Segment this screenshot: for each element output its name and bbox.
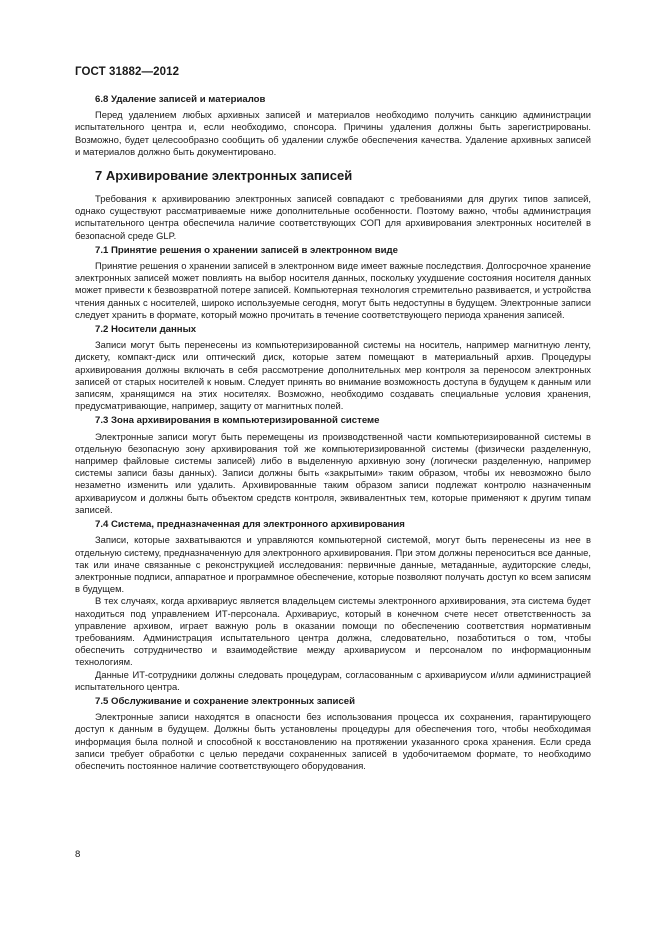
document-body	[75, 92, 591, 772]
section-7-4-paragraph-1: Записи, которые захватываются и управляются компьютерной системой, могут быть перенесены из нее в отдельную систему, предназначенную для электронного архивирования. При этом должны переноситься все данные, так или иначе связанные с реконструкцией исследования: первичные данные, метаданные, аудиторские следы, электронные подписи, аппаратное и программное обеспечение, которые позволяют получать доступ ко всем записям в будущем.	[75, 534, 591, 595]
section-7-3-heading: 7.3 Зона архивирования в компьютеризированной системе	[95, 415, 380, 427]
section-7-2-paragraph: Записи могут быть перенесены из компьютеризированной системы на носитель, например магнитную ленту, дискету, компакт-диск или оптический диск, которые затем помещают в материальный архив. Процедуры архивирования должны включать в себя рассмотрение дополнительных мер контроля за переносом электронных записей от старых носителей к новым. Следует принять во внимание возможность доступа в будущем к данным или записям, хранящимся на этих носителях. Возможно, необходимо создавать специальные условия хранения, предусматривающие, например, защиту от магнитных полей.	[75, 339, 591, 412]
section-7-3-paragraph: Электронные записи могут быть перемещены из производственной части компьютеризированной системы в отдельную безопасную зону архивирования той же компьютеризированной системы (физически разделенную, например файловые системы записей) либо в выделенную архивную зону (логически разделенную, например системы записи базы данных). Записи должны быть «закрытыми» таким образом, чтобы их невозможно было незаметно изменить или удалить. Архивированные таким образом записи подлежат контролю назначенным архивариусом и должны быть объектом средств контроля, эквивалентных тем, которые применяют к другим типам записей.	[75, 430, 591, 515]
section-7-4-paragraph-2: В тех случаях, когда архивариус является владельцем системы электронного архивирования, эта система будет находиться под управлением ИТ-персонала. Архивариус, который в конечном счете несет ответственность за управление архивом, играет важную роль в оказании помощи по обеспечению соответствия нормативным требованиям. Администрация испытательного центра должна, следовательно, позаботиться о том, чтобы обеспечить сотрудничество и взаимодействие между архивариусом и персоналом по информационным технологиям.	[75, 595, 591, 668]
section-6-8-heading: 6.8 Удаление записей и материалов	[95, 94, 266, 105]
section-7-2-heading: 7.2 Носители данных	[95, 324, 197, 336]
document-header: ГОСТ 31882—2012	[75, 66, 180, 78]
section-7-paragraph: Требования к архивированию электронных записей совпадают с требованиями для других типов записей, однако существуют рассматриваемые ниже дополнительные особенности. Поэтому важно, чтобы администрация испытательного центра обеспечила наличие соответствующих СОП для архивирования электронных носителей в безопасной среде GLP.	[75, 193, 591, 241]
section-6-8-paragraph: Перед удалением любых архивных записей и материалов необходимо получить санкцию администрации испытательного центра и, если необходимо, спонсора. Причины удаления должны быть зарегистрированы. Возможно, будет целесообразно сообщить об удалении службе обеспечения качества. Удаление архивных записей и материалов должно быть документировано.	[75, 109, 591, 157]
section-7-4-paragraph-3: Данные ИТ-сотрудники должны следовать процедурам, согласованным с архивариусом и/или администрацией испытательного центра.	[75, 668, 591, 692]
section-7-1-heading: 7.1 Принятие решения о хранении записей в электронном виде	[95, 244, 398, 256]
section-7-5-heading: 7.5 Обслуживание и сохранение электронных записей	[95, 695, 356, 707]
section-7-1-paragraph: Принятие решения о хранении записей в электронном виде имеет важные последствия. Долгосрочное хранение электронных записей может повлиять на выбор носителя данных, поскольку ухудшение состояния носителя данных может привести к безвозвратной потере записей. Компьютерная технология стремительно развивается, и устройства чтения данных с носителей, широко используемые сегодня, могут быть недоступны в будущем. Электронные записи следует хранить в формате, который можно прочитать в течение соответствующего периода хранения записей.	[75, 260, 591, 320]
page-number: 8	[75, 849, 81, 860]
section-7-heading: 7 Архивирование электронных записей	[95, 168, 353, 184]
section-7-4-heading: 7.4 Система, предназначенная для электронного архивирования	[95, 519, 405, 531]
section-7-5-paragraph: Электронные записи находятся в опасности без использования процесса их сохранения, гарантирующего доступ к данным в будущем. Должны быть установлены процедуры для обеспечения того, чтобы необходимая информация была полной и способной к восстановлению на протяжении указанного срока хранения. Если среда записи требует обработки с целью передачи сохраненных записей в удобочитаемом формате, то необходимо обеспечить постоянное наличие соответствующего оборудования.	[75, 711, 591, 771]
